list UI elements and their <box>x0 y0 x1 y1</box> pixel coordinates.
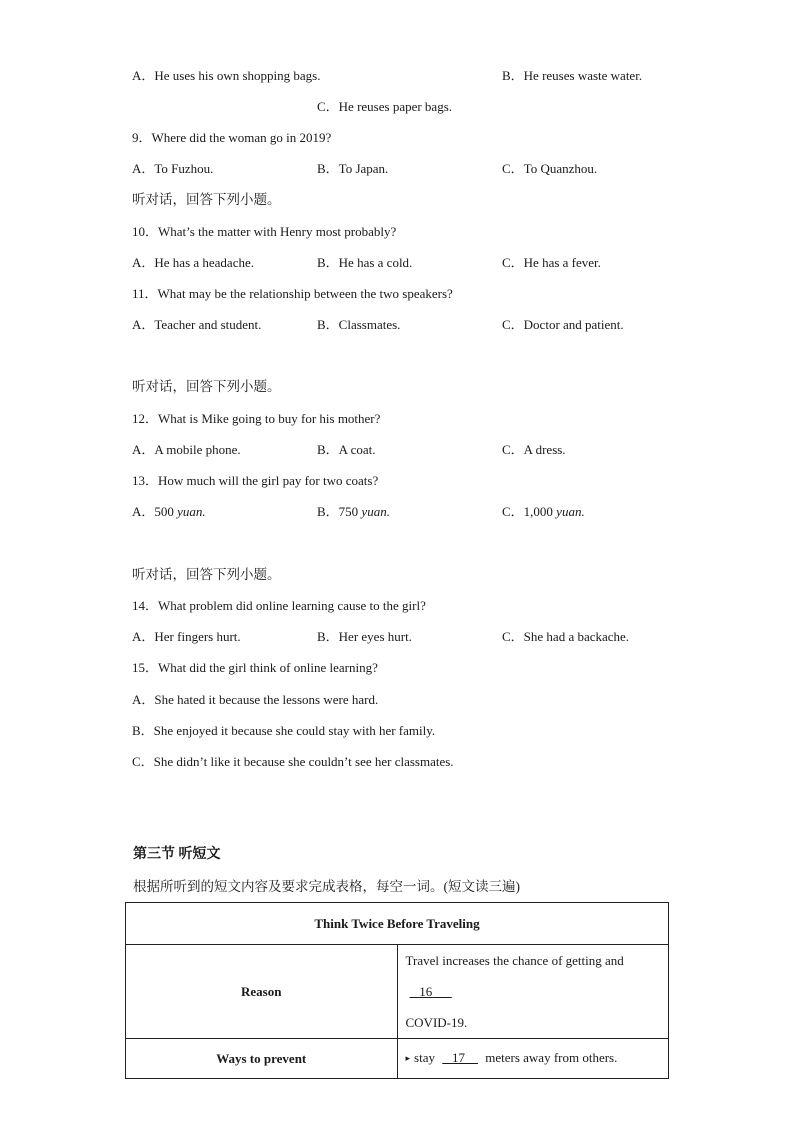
reason-text-line <box>406 945 669 1007</box>
q13-stem: 13．How much will the girl pay for two coats? <box>132 473 379 488</box>
reason-cell <box>397 945 669 1039</box>
blank-number: 17 <box>451 1050 465 1065</box>
q13-option-c <box>502 504 585 520</box>
q13-option-b <box>317 504 390 520</box>
option-amount: B．750 <box>317 504 362 519</box>
q12-option-c: C．A dress. <box>502 442 566 457</box>
q11-option-b: B．Classmates. <box>317 317 401 332</box>
table-row <box>126 1039 669 1079</box>
option-unit: yuan. <box>361 504 390 519</box>
option-unit: yuan. <box>556 504 585 519</box>
q14-option-b: B．Her eyes hurt. <box>317 629 412 644</box>
q10-stem: 10．What’s the matter with Henry most probably? <box>132 224 397 239</box>
reason-text: Travel increases the chance of getting and <box>405 953 624 968</box>
q11-stem: 11．What may be the relationship between the two speakers? <box>132 286 453 301</box>
bullet-icon: ▸ <box>405 1053 411 1063</box>
ways-text-post: meters away from others. <box>481 1050 618 1065</box>
option-amount: A．500 <box>132 504 178 519</box>
row-label-ways: Ways to prevent <box>126 1039 398 1079</box>
q9-option-b: B．To Japan. <box>317 161 389 176</box>
row-label-reason: Reason <box>126 945 398 1039</box>
q13-option-a <box>132 504 206 520</box>
q15-option-a: A．She hated it because the lessons were hard. <box>132 692 379 707</box>
q14-option-c: C．She had a backache. <box>502 629 630 644</box>
q14-option-a: A．Her fingers hurt. <box>132 629 241 644</box>
table-header-row <box>126 903 669 945</box>
ways-cell <box>397 1039 669 1079</box>
q14-stem: 14．What problem did online learning cause to the girl? <box>132 598 426 613</box>
answer-blank-16[interactable] <box>406 976 456 1007</box>
q8-option-a: A．He uses his own shopping bags. <box>132 68 321 83</box>
q10-option-c: C．He has a fever. <box>502 255 601 270</box>
q8-option-b: B．He reuses waste water. <box>502 68 643 83</box>
section-instruction: 根据所听到的短文内容及要求完成表格，每空一词。(短文读三遍) <box>133 879 520 894</box>
q12-option-a: A．A mobile phone. <box>132 442 241 457</box>
q9-option-c: C．To Quanzhou. <box>502 161 598 176</box>
listening-instruction: 听对话，回答下列小题。 <box>132 379 281 394</box>
q9-stem: 9．Where did the woman go in 2019? <box>132 130 332 145</box>
q11-option-c: C．Doctor and patient. <box>502 317 624 332</box>
q12-option-b: B．A coat. <box>317 442 376 457</box>
q10-option-b: B．He has a cold. <box>317 255 413 270</box>
reason-text-line-2: COVID-19. <box>405 1015 468 1030</box>
option-amount: C．1,000 <box>502 504 557 519</box>
q15-stem: 15．What did the girl think of online learning? <box>132 660 378 675</box>
q15-option-c: C．She didn’t like it because she couldn’t see her classmates. <box>132 754 454 769</box>
q15-option-b: B．She enjoyed it because she could stay with her family. <box>132 723 436 738</box>
answer-blank-17[interactable] <box>438 1048 482 1068</box>
q8-option-c: C．He reuses paper bags. <box>317 99 453 114</box>
fill-in-table <box>125 902 669 1079</box>
listening-instruction: 听对话，回答下列小题。 <box>132 567 281 582</box>
section-title: 第三节 听短文 <box>133 847 221 862</box>
q9-option-a: A．To Fuzhou. <box>132 161 214 176</box>
table-title: Think Twice Before Traveling <box>126 903 669 945</box>
listening-instruction: 听对话，回答下列小题。 <box>132 192 281 207</box>
q10-option-a: A．He has a headache. <box>132 255 254 270</box>
option-unit: yuan. <box>177 504 206 519</box>
q12-stem: 12．What is Mike going to buy for his mother? <box>132 411 381 426</box>
table-row <box>126 945 669 1039</box>
q11-option-a: A．Teacher and student. <box>132 317 262 332</box>
blank-number: 16 <box>419 984 433 999</box>
ways-text-pre: stay <box>414 1050 439 1065</box>
